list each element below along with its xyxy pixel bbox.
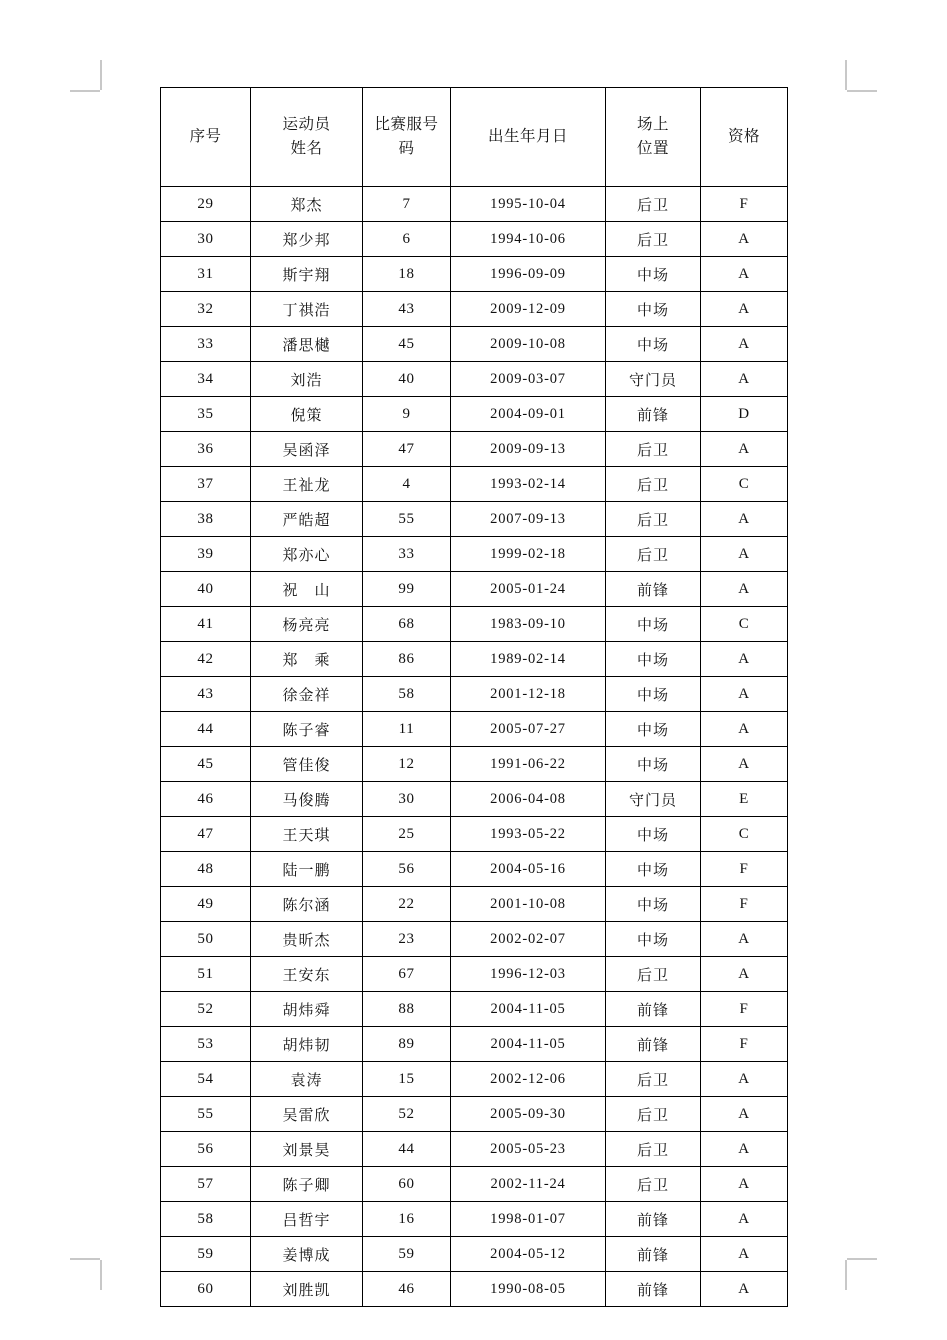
table-row bbox=[161, 992, 788, 1027]
cell-position: 后卫 bbox=[606, 502, 701, 537]
cell-index: 38 bbox=[161, 502, 251, 537]
cell-index: 55 bbox=[161, 1097, 251, 1132]
table-row bbox=[161, 607, 788, 642]
cell-birth: 2002-12-06 bbox=[451, 1062, 606, 1097]
cell-birth: 1995-10-04 bbox=[451, 187, 606, 222]
cell-index: 40 bbox=[161, 572, 251, 607]
cell-position: 前锋 bbox=[606, 1272, 701, 1307]
cell-qual: D bbox=[701, 397, 788, 432]
crop-mark-bottom-right bbox=[831, 1244, 877, 1290]
table-row bbox=[161, 642, 788, 677]
cell-qual: A bbox=[701, 922, 788, 957]
column-header-shirt-line: 比赛服号 bbox=[374, 115, 439, 133]
table-row bbox=[161, 292, 788, 327]
cell-birth: 2005-01-24 bbox=[451, 572, 606, 607]
cell-position: 中场 bbox=[606, 642, 701, 677]
cell-shirt: 55 bbox=[363, 502, 451, 537]
cell-name: 丁祺浩 bbox=[251, 292, 363, 327]
column-header-index-line: 序号 bbox=[189, 127, 222, 145]
cell-position: 守门员 bbox=[606, 782, 701, 817]
cell-birth: 2009-03-07 bbox=[451, 362, 606, 397]
column-header-shirt-line: 码 bbox=[398, 140, 415, 157]
cell-birth: 2004-05-16 bbox=[451, 852, 606, 887]
cell-qual: C bbox=[701, 467, 788, 502]
cell-birth: 1999-02-18 bbox=[451, 537, 606, 572]
cell-name: 陆一鹏 bbox=[251, 852, 363, 887]
table-row bbox=[161, 957, 788, 992]
cell-qual: A bbox=[701, 642, 788, 677]
table-row bbox=[161, 327, 788, 362]
cell-position: 中场 bbox=[606, 887, 701, 922]
cell-birth: 1993-05-22 bbox=[451, 817, 606, 852]
cell-name: 姜博成 bbox=[251, 1237, 363, 1272]
cell-position: 后卫 bbox=[606, 187, 701, 222]
cell-index: 51 bbox=[161, 957, 251, 992]
cell-birth: 2009-09-13 bbox=[451, 432, 606, 467]
cell-birth: 2009-10-08 bbox=[451, 327, 606, 362]
cell-position: 中场 bbox=[606, 852, 701, 887]
cell-qual: C bbox=[701, 817, 788, 852]
cell-index: 47 bbox=[161, 817, 251, 852]
cell-name: 严皓超 bbox=[251, 502, 363, 537]
table-row bbox=[161, 1062, 788, 1097]
cell-name: 郑亦心 bbox=[251, 537, 363, 572]
table-row bbox=[161, 1202, 788, 1237]
cell-qual: A bbox=[701, 747, 788, 782]
cell-index: 30 bbox=[161, 222, 251, 257]
cell-position: 后卫 bbox=[606, 1132, 701, 1167]
cell-position: 中场 bbox=[606, 607, 701, 642]
cell-qual: A bbox=[701, 362, 788, 397]
cell-shirt: 89 bbox=[363, 1027, 451, 1062]
cell-index: 42 bbox=[161, 642, 251, 677]
cell-index: 57 bbox=[161, 1167, 251, 1202]
cell-name: 郑 乘 bbox=[251, 642, 363, 677]
cell-birth: 1983-09-10 bbox=[451, 607, 606, 642]
cell-qual: A bbox=[701, 1237, 788, 1272]
cell-name: 郑杰 bbox=[251, 187, 363, 222]
cell-shirt: 45 bbox=[363, 327, 451, 362]
cell-position: 中场 bbox=[606, 257, 701, 292]
cell-shirt: 11 bbox=[363, 712, 451, 747]
table-row bbox=[161, 502, 788, 537]
table-header-row bbox=[161, 88, 788, 187]
cell-index: 39 bbox=[161, 537, 251, 572]
cell-position: 中场 bbox=[606, 747, 701, 782]
cell-index: 56 bbox=[161, 1132, 251, 1167]
column-header-name-line: 运动员 bbox=[282, 115, 331, 133]
cell-name: 祝 山 bbox=[251, 572, 363, 607]
cell-shirt: 68 bbox=[363, 607, 451, 642]
cell-birth: 1996-09-09 bbox=[451, 257, 606, 292]
cell-shirt: 58 bbox=[363, 677, 451, 712]
cell-birth: 2004-11-05 bbox=[451, 1027, 606, 1062]
cell-name: 刘胜凯 bbox=[251, 1272, 363, 1307]
cell-position: 后卫 bbox=[606, 1062, 701, 1097]
table-row bbox=[161, 362, 788, 397]
cell-shirt: 23 bbox=[363, 922, 451, 957]
cell-birth: 1998-01-07 bbox=[451, 1202, 606, 1237]
table-row bbox=[161, 677, 788, 712]
table-row bbox=[161, 397, 788, 432]
cell-index: 52 bbox=[161, 992, 251, 1027]
table-row bbox=[161, 572, 788, 607]
cell-position: 后卫 bbox=[606, 432, 701, 467]
cell-birth: 2001-10-08 bbox=[451, 887, 606, 922]
cell-name: 倪策 bbox=[251, 397, 363, 432]
table-row bbox=[161, 257, 788, 292]
cell-name: 潘思樾 bbox=[251, 327, 363, 362]
cell-name: 陈子卿 bbox=[251, 1167, 363, 1202]
cell-birth: 2007-09-13 bbox=[451, 502, 606, 537]
cell-name: 王祉龙 bbox=[251, 467, 363, 502]
cell-shirt: 22 bbox=[363, 887, 451, 922]
cell-qual: A bbox=[701, 432, 788, 467]
cell-qual: F bbox=[701, 887, 788, 922]
cell-name: 胡炜韧 bbox=[251, 1027, 363, 1062]
cell-shirt: 46 bbox=[363, 1272, 451, 1307]
cell-shirt: 33 bbox=[363, 537, 451, 572]
cell-name: 陈子睿 bbox=[251, 712, 363, 747]
cell-shirt: 59 bbox=[363, 1237, 451, 1272]
cell-shirt: 56 bbox=[363, 852, 451, 887]
cell-qual: C bbox=[701, 607, 788, 642]
cell-qual: A bbox=[701, 1097, 788, 1132]
cell-position: 后卫 bbox=[606, 222, 701, 257]
table-row bbox=[161, 1167, 788, 1202]
cell-shirt: 15 bbox=[363, 1062, 451, 1097]
cell-birth: 2002-11-24 bbox=[451, 1167, 606, 1202]
cell-birth: 1993-02-14 bbox=[451, 467, 606, 502]
cell-index: 54 bbox=[161, 1062, 251, 1097]
cell-qual: E bbox=[701, 782, 788, 817]
cell-index: 35 bbox=[161, 397, 251, 432]
cell-shirt: 25 bbox=[363, 817, 451, 852]
cell-index: 50 bbox=[161, 922, 251, 957]
table-header bbox=[161, 88, 788, 187]
table-row bbox=[161, 712, 788, 747]
cell-birth: 1990-08-05 bbox=[451, 1272, 606, 1307]
cell-shirt: 52 bbox=[363, 1097, 451, 1132]
cell-birth: 2005-07-27 bbox=[451, 712, 606, 747]
cell-position: 后卫 bbox=[606, 1097, 701, 1132]
table-row bbox=[161, 922, 788, 957]
cell-qual: A bbox=[701, 257, 788, 292]
cell-position: 守门员 bbox=[606, 362, 701, 397]
table-row bbox=[161, 222, 788, 257]
cell-index: 45 bbox=[161, 747, 251, 782]
cell-shirt: 40 bbox=[363, 362, 451, 397]
cell-qual: A bbox=[701, 572, 788, 607]
cell-name: 郑少邦 bbox=[251, 222, 363, 257]
column-header-qual bbox=[701, 88, 788, 187]
table-row bbox=[161, 1272, 788, 1307]
cell-birth: 2005-09-30 bbox=[451, 1097, 606, 1132]
cell-position: 后卫 bbox=[606, 957, 701, 992]
column-header-birth-line: 出生年月日 bbox=[487, 127, 568, 145]
cell-birth: 1991-06-22 bbox=[451, 747, 606, 782]
cell-birth: 2009-12-09 bbox=[451, 292, 606, 327]
cell-birth: 2004-11-05 bbox=[451, 992, 606, 1027]
cell-name: 吕哲宇 bbox=[251, 1202, 363, 1237]
cell-name: 刘浩 bbox=[251, 362, 363, 397]
table-row bbox=[161, 1027, 788, 1062]
crop-mark-top-right bbox=[831, 60, 877, 106]
cell-shirt: 67 bbox=[363, 957, 451, 992]
cell-birth: 2004-09-01 bbox=[451, 397, 606, 432]
cell-birth: 2004-05-12 bbox=[451, 1237, 606, 1272]
cell-position: 中场 bbox=[606, 922, 701, 957]
cell-birth: 1996-12-03 bbox=[451, 957, 606, 992]
cell-index: 59 bbox=[161, 1237, 251, 1272]
cell-name: 王安东 bbox=[251, 957, 363, 992]
column-header-birth bbox=[451, 88, 606, 187]
cell-index: 34 bbox=[161, 362, 251, 397]
cell-name: 管佳俊 bbox=[251, 747, 363, 782]
table-body bbox=[161, 187, 788, 1307]
cell-index: 33 bbox=[161, 327, 251, 362]
cell-index: 60 bbox=[161, 1272, 251, 1307]
cell-index: 43 bbox=[161, 677, 251, 712]
cell-shirt: 12 bbox=[363, 747, 451, 782]
player-roster-table bbox=[160, 87, 788, 1307]
cell-position: 前锋 bbox=[606, 1237, 701, 1272]
cell-shirt: 4 bbox=[363, 467, 451, 502]
table-row bbox=[161, 467, 788, 502]
column-header-position-line: 位置 bbox=[636, 140, 669, 157]
column-header-index bbox=[161, 88, 251, 187]
cell-index: 48 bbox=[161, 852, 251, 887]
cell-shirt: 7 bbox=[363, 187, 451, 222]
cell-shirt: 9 bbox=[363, 397, 451, 432]
table-row bbox=[161, 187, 788, 222]
cell-birth: 2005-05-23 bbox=[451, 1132, 606, 1167]
player-roster-table-container bbox=[160, 87, 787, 1307]
cell-shirt: 88 bbox=[363, 992, 451, 1027]
cell-qual: A bbox=[701, 677, 788, 712]
cell-position: 前锋 bbox=[606, 1027, 701, 1062]
cell-index: 37 bbox=[161, 467, 251, 502]
table-row bbox=[161, 817, 788, 852]
cell-name: 胡炜舜 bbox=[251, 992, 363, 1027]
cell-index: 36 bbox=[161, 432, 251, 467]
cell-qual: F bbox=[701, 992, 788, 1027]
cell-shirt: 16 bbox=[363, 1202, 451, 1237]
crop-mark-bottom-left bbox=[70, 1244, 116, 1290]
cell-shirt: 18 bbox=[363, 257, 451, 292]
cell-qual: F bbox=[701, 852, 788, 887]
cell-position: 中场 bbox=[606, 292, 701, 327]
cell-qual: A bbox=[701, 222, 788, 257]
cell-qual: A bbox=[701, 1167, 788, 1202]
cell-position: 后卫 bbox=[606, 537, 701, 572]
cell-position: 中场 bbox=[606, 327, 701, 362]
cell-position: 中场 bbox=[606, 677, 701, 712]
table-row bbox=[161, 887, 788, 922]
cell-name: 吴雷欣 bbox=[251, 1097, 363, 1132]
cell-index: 41 bbox=[161, 607, 251, 642]
cell-qual: A bbox=[701, 327, 788, 362]
cell-birth: 2002-02-07 bbox=[451, 922, 606, 957]
cell-position: 前锋 bbox=[606, 992, 701, 1027]
cell-shirt: 30 bbox=[363, 782, 451, 817]
cell-position: 前锋 bbox=[606, 397, 701, 432]
cell-index: 31 bbox=[161, 257, 251, 292]
cell-qual: A bbox=[701, 957, 788, 992]
cell-position: 后卫 bbox=[606, 1167, 701, 1202]
cell-qual: A bbox=[701, 292, 788, 327]
cell-qual: A bbox=[701, 1132, 788, 1167]
cell-position: 前锋 bbox=[606, 572, 701, 607]
cell-name: 贵昕杰 bbox=[251, 922, 363, 957]
cell-shirt: 86 bbox=[363, 642, 451, 677]
cell-birth: 2001-12-18 bbox=[451, 677, 606, 712]
table-row bbox=[161, 782, 788, 817]
cell-position: 中场 bbox=[606, 817, 701, 852]
column-header-position bbox=[606, 88, 701, 187]
cell-qual: A bbox=[701, 712, 788, 747]
cell-name: 吴函泽 bbox=[251, 432, 363, 467]
cell-name: 马俊腾 bbox=[251, 782, 363, 817]
cell-index: 53 bbox=[161, 1027, 251, 1062]
cell-qual: F bbox=[701, 1027, 788, 1062]
cell-shirt: 44 bbox=[363, 1132, 451, 1167]
cell-shirt: 99 bbox=[363, 572, 451, 607]
table-row bbox=[161, 1237, 788, 1272]
column-header-name bbox=[251, 88, 363, 187]
cell-index: 46 bbox=[161, 782, 251, 817]
cell-position: 中场 bbox=[606, 712, 701, 747]
table-row bbox=[161, 1132, 788, 1167]
cell-name: 王天琪 bbox=[251, 817, 363, 852]
cell-name: 陈尔涵 bbox=[251, 887, 363, 922]
column-header-name-line: 姓名 bbox=[290, 140, 323, 157]
cell-index: 32 bbox=[161, 292, 251, 327]
cell-index: 29 bbox=[161, 187, 251, 222]
cell-qual: F bbox=[701, 187, 788, 222]
cell-shirt: 6 bbox=[363, 222, 451, 257]
table-row bbox=[161, 432, 788, 467]
column-header-shirt bbox=[363, 88, 451, 187]
table-row bbox=[161, 747, 788, 782]
cell-birth: 1994-10-06 bbox=[451, 222, 606, 257]
cell-qual: A bbox=[701, 537, 788, 572]
cell-shirt: 60 bbox=[363, 1167, 451, 1202]
cell-qual: A bbox=[701, 1202, 788, 1237]
cell-name: 杨亮亮 bbox=[251, 607, 363, 642]
cell-index: 49 bbox=[161, 887, 251, 922]
cell-position: 后卫 bbox=[606, 467, 701, 502]
cell-qual: A bbox=[701, 1272, 788, 1307]
table-row bbox=[161, 537, 788, 572]
cell-index: 58 bbox=[161, 1202, 251, 1237]
column-header-position-line: 场上 bbox=[636, 115, 669, 133]
cell-name: 徐金祥 bbox=[251, 677, 363, 712]
table-row bbox=[161, 852, 788, 887]
cell-name: 刘景昊 bbox=[251, 1132, 363, 1167]
cell-name: 袁涛 bbox=[251, 1062, 363, 1097]
cell-shirt: 43 bbox=[363, 292, 451, 327]
cell-name: 斯宇翔 bbox=[251, 257, 363, 292]
cell-shirt: 47 bbox=[363, 432, 451, 467]
cell-position: 前锋 bbox=[606, 1202, 701, 1237]
cell-qual: A bbox=[701, 1062, 788, 1097]
cell-index: 44 bbox=[161, 712, 251, 747]
crop-mark-top-left bbox=[70, 60, 116, 106]
cell-qual: A bbox=[701, 502, 788, 537]
column-header-qual-line: 资格 bbox=[727, 127, 760, 145]
cell-birth: 1989-02-14 bbox=[451, 642, 606, 677]
table-row bbox=[161, 1097, 788, 1132]
cell-birth: 2006-04-08 bbox=[451, 782, 606, 817]
